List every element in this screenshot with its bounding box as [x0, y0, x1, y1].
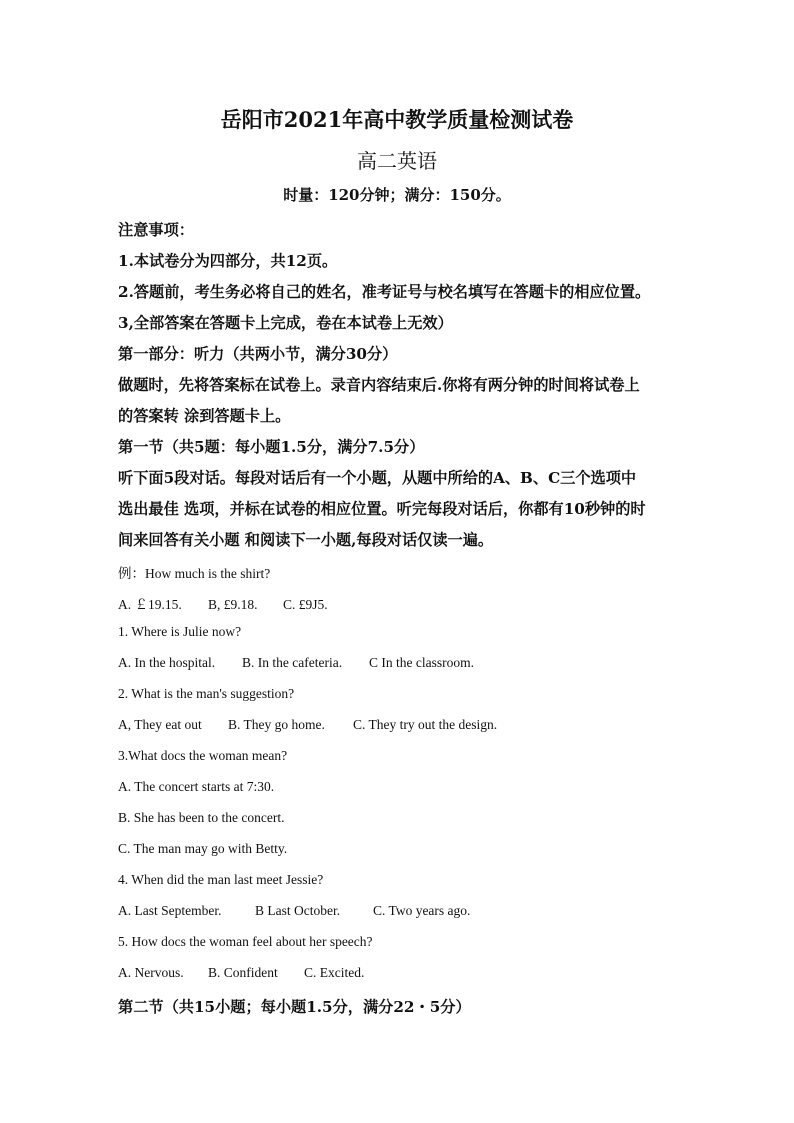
question-3: 3.What docs the woman mean? — [118, 748, 288, 763]
section1-heading: 第一节（共5题：每小题1.5分，满分7.5分） — [118, 438, 425, 456]
notes-heading: 注意事项： — [118, 221, 194, 239]
section2-heading: 第二节（共15小题；每小题1.5分，满分22・5分） — [118, 998, 471, 1016]
q1-option-b: B. In the cafeteria. — [242, 655, 343, 670]
question-5: 5. How docs the woman feel about her speech? — [118, 934, 373, 949]
q4-option-a: A. Last September. — [118, 903, 222, 918]
question-5-options — [118, 965, 364, 981]
q4-option-b: B Last October. — [255, 903, 341, 918]
notes-item-3: 3,全部答案在答题卡上完成，卷在本试卷上无效） — [118, 314, 453, 332]
q2-option-b: B. They go home. — [228, 717, 325, 732]
section1-instruction-line-1: 听下面5段对话。每段对话后有一个小题，从题中所给的A、B、C三个选项中 — [118, 469, 637, 487]
question-2: 2. What is the man's suggestion? — [118, 686, 295, 701]
question-2-options — [118, 717, 497, 733]
subject-title: 高二英语 — [357, 149, 437, 173]
example-option-c: C. £9J5. — [283, 597, 328, 612]
example-question: 例：How much is the shirt? — [118, 566, 271, 581]
section1-instruction-line-2: 选出最佳 选项，并标在试卷的相应位置。听完每段对话后，你都有10秒钟的时 — [118, 500, 646, 518]
section1-instruction-line-3: 间来回答有关小题 和阅读下一小题,每段对话仅读一遍。 — [118, 531, 494, 549]
q5-option-a: A. Nervous. — [118, 965, 184, 980]
question-1: 1. Where is Julie now? — [118, 624, 242, 639]
time-score-line: 时量：120分钟；满分：150分。 — [283, 186, 511, 204]
q1-option-a: A. In the hospital. — [118, 655, 216, 670]
q3-option-c: C. The man may go with Betty. — [118, 841, 288, 856]
q1-option-c: C In the classroom. — [369, 655, 474, 670]
q5-option-b: B. Confident — [208, 965, 278, 980]
part1-instruction-line-2: 的答案转 涂到答题卡上。 — [118, 407, 291, 425]
example-option-a: A. ￡19.15. — [118, 597, 182, 612]
notes-item-1: 1.本试卷分为四部分，共12页。 — [118, 252, 338, 270]
part1-heading: 第一部分：听力（共两小节，满分30分） — [118, 345, 398, 363]
notes-item-2: 2.答题前，考生务必将自己的姓名，准考证号与校名填写在答题卡的相应位置。 — [118, 283, 651, 301]
example-option-b: B, £9.18. — [208, 597, 258, 612]
example-options — [118, 593, 328, 613]
q4-option-c: C. Two years ago. — [373, 903, 471, 918]
q2-option-a: A, They eat out — [118, 717, 202, 732]
exam-title: 岳阳市2021年高中教学质量检测试卷 — [220, 107, 574, 132]
part1-instruction-line-1: 做题时，先将答案标在试卷上。录音内容结束后.你将有两分钟的时间将试卷上 — [118, 376, 640, 394]
question-4-options — [118, 903, 470, 919]
q5-option-c: C. Excited. — [304, 965, 365, 980]
q2-option-c: C. They try out the design. — [353, 717, 498, 732]
question-4: 4. When did the man last meet Jessie? — [118, 872, 324, 887]
q3-option-b: B. She has been to the concert. — [118, 810, 285, 825]
question-1-options — [118, 655, 474, 671]
q3-option-a: A. The concert starts at 7:30. — [118, 779, 275, 794]
